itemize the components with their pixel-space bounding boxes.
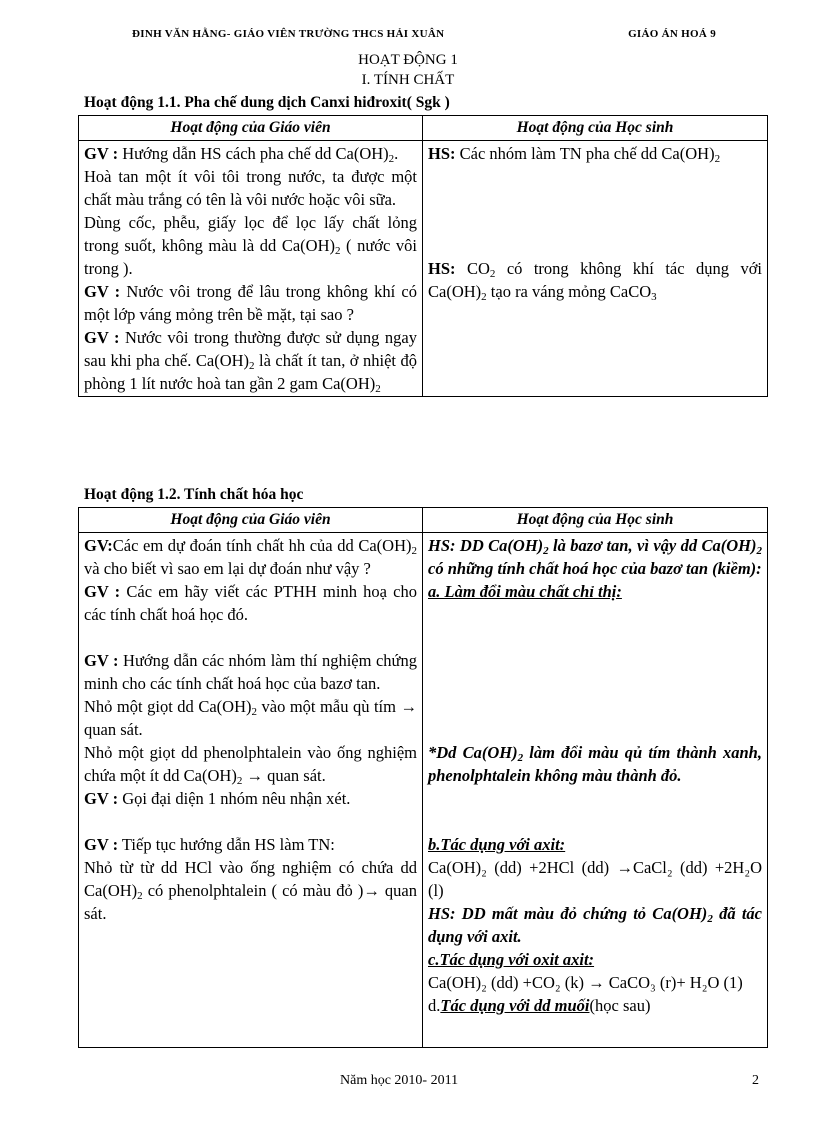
equation-acid: Ca(OH)₂ (dd) +2HCl (dd) →CaCl₂ (dd) +2H₂O (l) [428,858,762,900]
student-step: HS: $CO_2$ có trong không khí tác dụng với $Ca(OH)_2$ tạo ra váng mỏng CaCO$_3$ [428,259,763,303]
section2-table [78,507,768,1048]
col-teacher-header: Hoạt động của Giáo viên [79,116,423,141]
section1-title: Hoạt động 1.1. Pha chế dung dịch Canxi hiđroxit( Sgk ) [84,94,450,111]
activity-title: HOẠT ĐỘNG 1 [358,52,458,68]
teacher-step: GV : Hướng dẫn các nhóm làm thí nghiệm chứng minh cho các tính chất hoá học của bazơ tan. [84,651,417,693]
teacher-step: GV : Gọi đại diện 1 nhóm nêu nhận xét. [84,789,351,808]
teacher-cell [79,141,423,397]
col-student-header: Hoạt động của Học sinh [423,116,768,141]
teacher-step: Nhỏ từ từ dd HCl vào ống nghiệm có chứa dd $Ca(OH)_2$ có phenolphtalein ( có màu đỏ )→ quan sát. [84,858,417,923]
col-student-header: Hoạt động của Học sinh [423,508,768,533]
section1-row [79,141,768,397]
section2-title: Hoạt động 1.2. Tính chất hóa học [84,486,304,503]
equation-oxide: Ca(OH)₂ (dd) +CO₂ (k) → CaCO₃ (r)+ H₂O (1) [428,973,743,992]
teacher-cell [79,533,423,1048]
teacher-step: Hoà tan một ít vôi tôi trong nước, ta được một chất màu trắng có tên là vôi nước hoặc vôi sữa. [84,167,417,209]
section1-header-row [79,116,768,141]
teacher-step: GV:Các em dự đoán tính chất hh của dd $Ca(OH)_2$ và cho biết vì sao em lại dự đoán như vậy ? [84,536,417,578]
property-d-line: d.Tác dụng với dd muối(học sau) [428,996,651,1015]
header-author: ĐINH VĂN HẰNG- GIÁO VIÊN TRƯỜNG THCS HẢI XUÂN [132,28,445,40]
property-c-heading: c.Tác dụng với oxit axit: [428,950,595,969]
section2-row [79,533,768,1048]
teacher-step: GV : Hướng dẫn HS cách pha chế dd $Ca(OH)_2$. [84,144,399,165]
student-step: HS: DD mất màu đỏ chứng tỏ $Ca(OH)_2$ đã tác dụng với axit. [428,904,763,946]
section2-header-row [79,508,768,533]
student-cell [423,141,768,397]
property-a-heading: a. Làm đổi màu chất chỉ thị: [428,582,622,601]
teacher-step: GV : Nước vôi trong thường được sử dụng ngay sau khi pha chế. $Ca(OH)_2$ là chất ít tan, ở nhiệt độ phòng 1 lít nước hoà tan gần 2 gam $Ca(OH)_2$ [84,328,417,395]
col-teacher-header: Hoạt động của Giáo viên [79,508,423,533]
section-heading: I. TÍNH CHẤT [361,72,455,88]
teacher-step: GV : Các em hãy viết các PTHH minh hoạ cho các tính chất hoá học đó. [84,582,418,624]
section1-table [78,115,768,397]
page-number: 2 [752,1073,759,1088]
student-step: HS: DD $Ca(OH)_2$ là bazơ tan, vì vậy dd $Ca(OH)_2$ có những tính chất hoá học của bazơ tan (kiềm): [428,536,763,578]
property-b-heading: b.Tác dụng với axit: [428,835,566,854]
student-step: *Dd $Ca(OH)_2$ làm đổi màu qủ tím thành xanh, phenolphtalein không màu thành đỏ. [428,743,762,785]
teacher-step: GV : Tiếp tục hướng dẫn HS làm TN: [84,835,335,854]
header-subject: GIÁO ÁN HOÁ 9 [628,28,716,40]
footer-year: Năm học 2010- 2011 [340,1073,459,1088]
teacher-step: GV : Nước vôi trong để lâu trong không khí có một lớp váng mỏng trên bề mặt, tại sao ? [84,282,418,324]
student-cell [423,533,768,1048]
teacher-step: Nhỏ một giọt dd $Ca(OH)_2$ vào một mẫu qù tím → quan sát. [84,697,417,739]
student-step: HS: Các nhóm làm TN pha chế dd $Ca(OH)_2$ [428,144,721,165]
teacher-step: Dùng cốc, phễu, giấy lọc để lọc lấy chất lỏng trong suốt, không màu là dd $Ca(OH)_2$ ( nước vôi trong ). [84,213,417,278]
teacher-step: Nhỏ một giọt dd phenolphtalein vào ống nghiệm chứa một ít dd $Ca(OH)_2$ → quan sát. [84,743,417,787]
